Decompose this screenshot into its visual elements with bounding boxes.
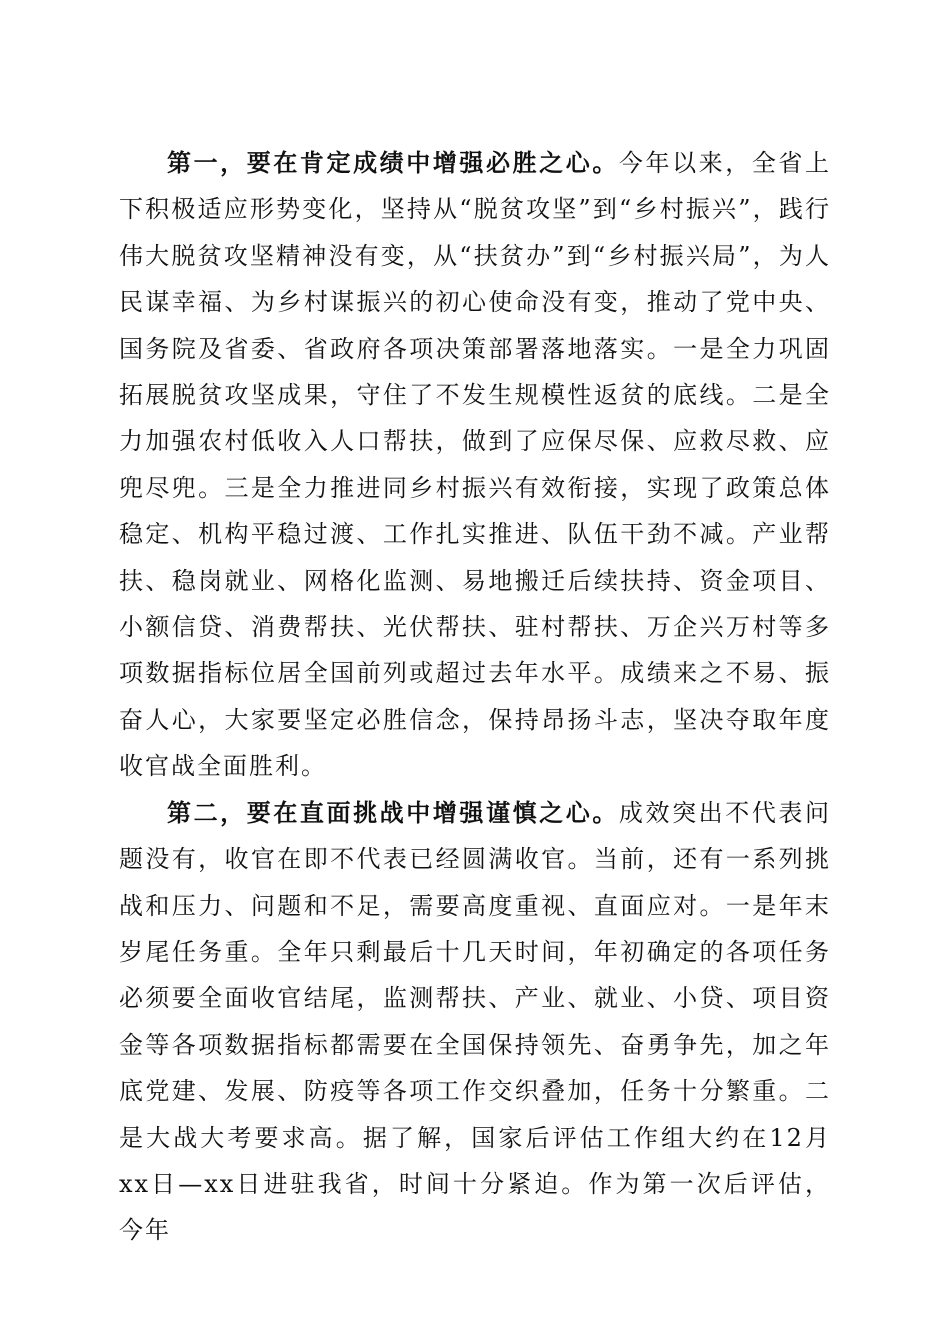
paragraph-1 bbox=[119, 140, 831, 790]
paragraph-1-text: 今年以来，全省上下积极适应形势变化，坚持从“脱贫攻坚”到“乡村振兴”，践行伟大脱贫攻坚精神没有变，从“扶贫办”到“乡村振兴局”，为人民谋幸福、为乡村谋振兴的初心使命没有变，推动了党中央、国务院及省委、省政府各项决策部署落地落实。一是全力巩固拓展脱贫攻坚成果，守住了不发生规模性返贫的底线。二是全力加强农村低收入人口帮扶，做到了应保尽保、应救尽救、应兜尽兜。三是全力推进同乡村振兴有效衔接，实现了政策总体稳定、机构平稳过渡、工作扎实推进、队伍干劲不减。产业帮扶、稳岗就业、网格化监测、易地搬迁后续扶持、资金项目、小额信贷、消费帮扶、光伏帮扶、驻村帮扶、万企兴万村等多项数据指标位居全国前列或超过去年水平。成绩来之不易、振奋人心，大家要坚定必胜信念，保持昂扬斗志，坚决夺取年度收官战全面胜利。 bbox=[119, 149, 832, 781]
paragraph-1-heading: 第一，要在肯定成绩中增强必胜之心。 bbox=[167, 148, 619, 177]
paragraph-2-text: 成效突出不代表问题没有，收官在即不代表已经圆满收官。当前，还有一系列挑战和压力、问题和不足，需要高度重视、直面应对。一是年末岁尾任务重。全年只剩最后十几天时间，年初确定的各项任务必须要全面收官结尾，监测帮扶、产业、就业、小贷、项目资金等各项数据指标都需要在全国保持领先、奋勇争先，加之年底党建、发展、防疫等各项工作交织叠加，任务十分繁重。二是大战大考要求高。据了解，国家后评估工作组大约在12月xx日—xx日进驻我省，时间十分紧迫。作为第一次后评估，今年 bbox=[119, 798, 832, 1245]
paragraph-2-heading: 第二，要在直面挑战中增强谨慎之心。 bbox=[167, 797, 619, 827]
paragraph-2 bbox=[119, 790, 831, 1254]
document-body bbox=[119, 140, 831, 1254]
